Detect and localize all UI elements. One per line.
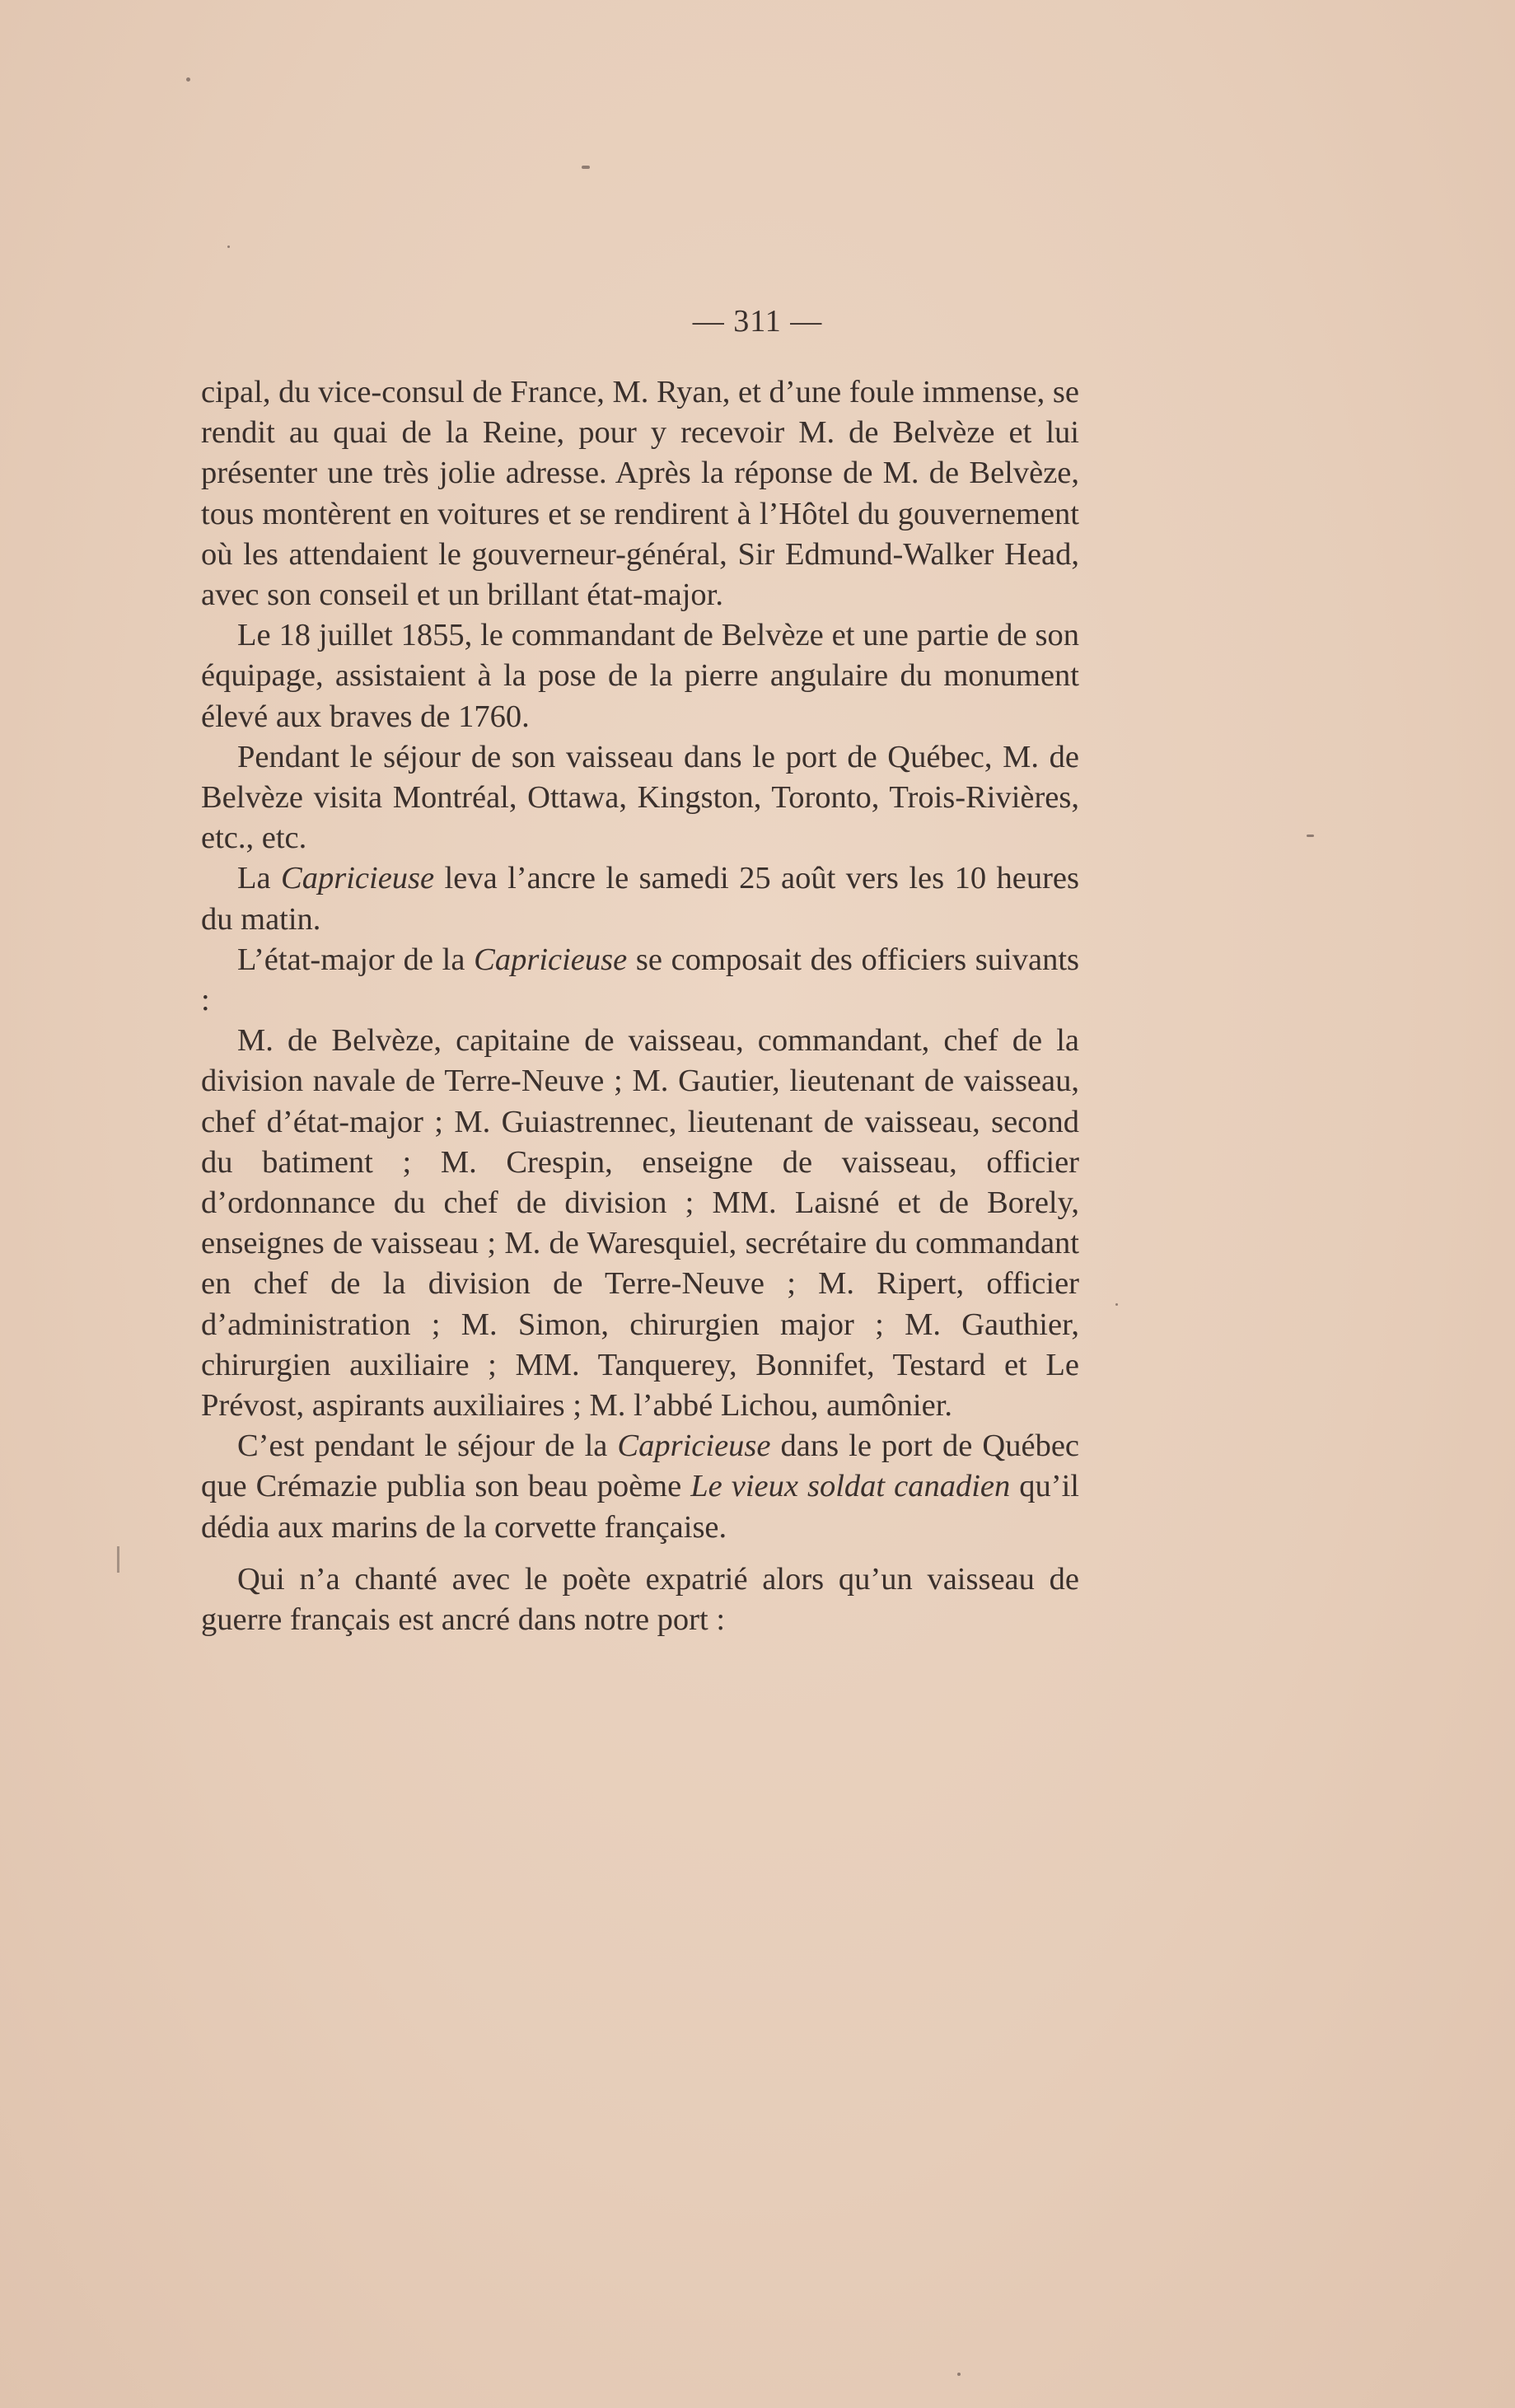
text-run: La: [237, 861, 282, 896]
italic-text: Capricieuse: [617, 1428, 771, 1464]
paragraph: [201, 615, 1079, 737]
text-run: C’est pendant le séjour de la: [237, 1428, 618, 1464]
paper-speck: [186, 77, 190, 82]
italic-text: Le vieux soldat canadien: [690, 1469, 1011, 1504]
paper-speck: [582, 166, 590, 169]
paragraph: [201, 737, 1079, 859]
page-number: — 311 —: [692, 304, 823, 339]
text-run: dans le port de Québec que Crémazie publia son beau poème: [201, 1428, 1079, 1504]
text-run: Pendant le séjour de son vaisseau dans le port de Québec, M. de Belvèze visita Montréal, Ottawa, Kingston, Toronto, Trois-Rivières, etc., etc.: [201, 739, 1079, 856]
text-run: se composait des officiers suivants :: [201, 942, 1080, 1018]
paragraph: [201, 858, 1079, 939]
text-run: M. de Belvèze, capitaine de vaisseau, commandant, chef de la division navale de Terre-Neuve ; M. Gautier, lieutenant de vaisseau, chef d’état-major ; M. Guiastrennec, lieutenant de vaisseau, second du batiment ; M. Crespin, enseigne de vaisseau, officier d’ordonnance du chef de division ; MM. Laisné et de Borely, enseignes de vaisseau ; M. de Waresquiel, secrétaire du commandant en chef de la division de Terre-Neuve ; M. Ripert, officier d’administration ; M. Simon, chirurgien major ; M. Gauthier, chirurgien auxiliaire ; MM. Tanquerey, Bonnifet, Testard et Le Prévost, aspirants auxiliaires ; M. l’abbé Lichou, aumônier.: [201, 1023, 1079, 1424]
paper-speck: [1307, 835, 1314, 837]
text-run: cipal, du vice-consul de France, M. Ryan, et d’une foule immense, se rendit au quai de la Reine, pour y recevoir M. de Belvèze et lui présenter une très jolie adresse. Après la réponse de M. de Belvèze, tous montèrent en voitures et se rendirent à l’Hôtel du gouvernement où les attendaient le gouverneur-général, Sir Edmund-Walker Head, avec son conseil et un brillant état-major.: [201, 375, 1079, 613]
paragraph: [201, 940, 1079, 1021]
text-run: qu’il dédia aux marins de la corvette française.: [201, 1469, 1079, 1545]
text-run: Le 18 juillet 1855, le commandant de Belvèze et une partie de son équipage, assistaient à la pose de la pierre angulaire du monument élevé aux braves de 1760.: [201, 618, 1079, 734]
italic-text: Capricieuse: [474, 942, 628, 977]
paragraph: [201, 1426, 1079, 1548]
italic-text: Capricieuse: [281, 861, 435, 896]
paragraph: [201, 1559, 1079, 1640]
body-text: [201, 372, 1079, 1640]
margin-mark: [117, 1546, 119, 1573]
paper-speck: [227, 245, 230, 248]
paper-speck: [1115, 1303, 1118, 1306]
text-run: leva l’ancre le samedi 25 août vers les 10 heures du matin.: [201, 861, 1079, 937]
text-run: L’état-major de la: [237, 942, 475, 977]
paragraph: [201, 372, 1079, 615]
text-run: Qui n’a chanté avec le poète expatrié alors qu’un vaisseau de guerre français est ancré dans notre port :: [201, 1561, 1079, 1638]
paper-speck: [957, 2373, 961, 2376]
paragraph: [201, 1021, 1079, 1426]
